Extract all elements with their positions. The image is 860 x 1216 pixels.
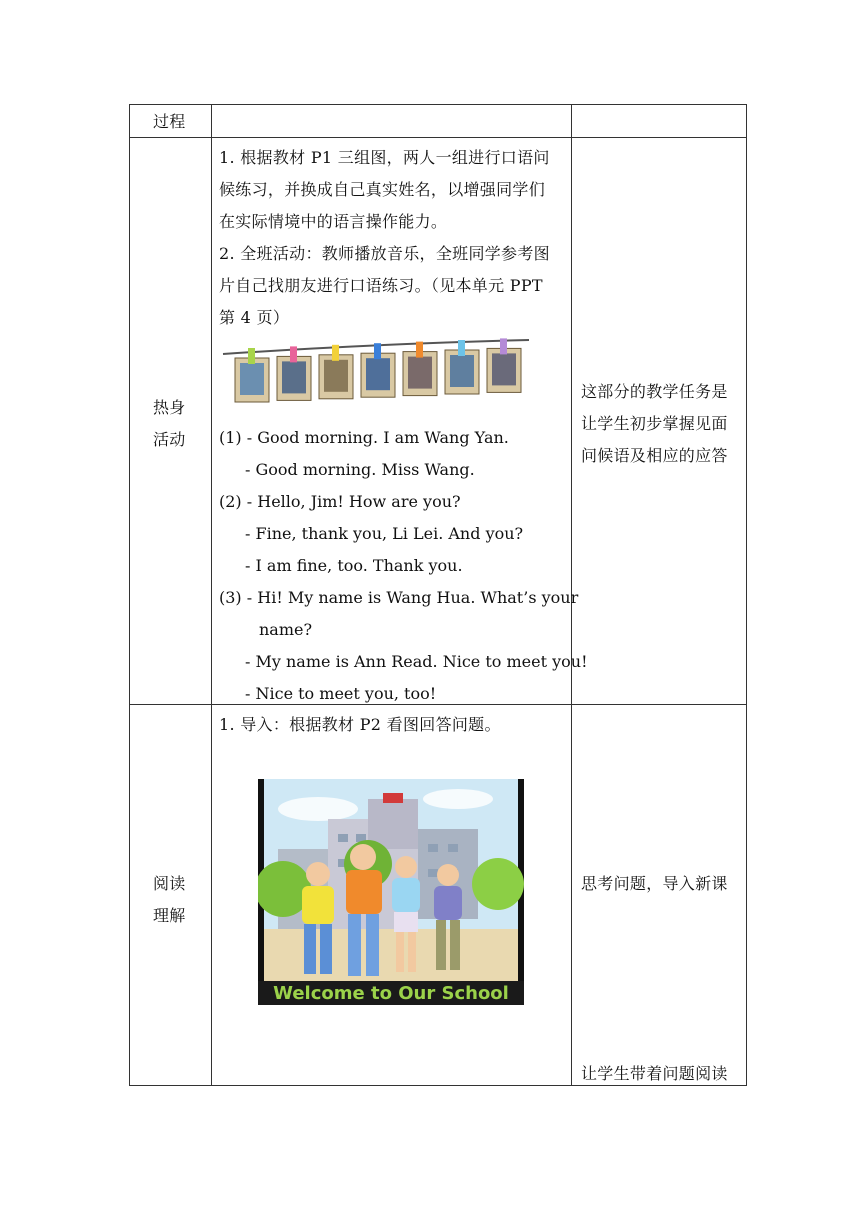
clothespin — [290, 346, 297, 362]
school-illustration-image — [258, 779, 524, 1005]
hanging-photos-image — [221, 338, 533, 404]
warmup-text-line: 1. 根据教材 P1 三组图，两人一组进行口语问 — [219, 148, 550, 167]
table-border-right — [746, 104, 747, 1086]
table-border-left — [129, 104, 130, 1086]
warmup-note-line: 问候语及相应的应答 — [581, 446, 728, 465]
photo-picture — [492, 353, 516, 385]
row-label-warmup-1: 热身 — [153, 398, 186, 417]
row-label-reading-1: 阅读 — [153, 874, 186, 893]
warmup-text-line: 候练习，并换成自己真实姓名，以增强同学们 — [219, 180, 546, 199]
warmup-text-line: 第 4 页） — [219, 308, 290, 327]
dialogue-line: - Fine, thank you, Li Lei. And you? — [245, 524, 524, 543]
clothespin — [458, 340, 465, 356]
warmup-text-line: 在实际情境中的语言操作能力。 — [219, 212, 448, 231]
dialogue-line: (1) - Good morning. I am Wang Yan. — [219, 428, 509, 447]
banner-text: Welcome to Our School — [273, 983, 509, 1004]
column-divider — [211, 104, 212, 1086]
row-divider — [129, 137, 747, 138]
table-border-top — [129, 104, 747, 105]
warmup-text-line: 2. 全班活动：教师播放音乐，全班同学参考图 — [219, 244, 550, 263]
clothespin — [416, 342, 423, 358]
photo-picture — [408, 357, 432, 389]
lesson-table — [129, 104, 747, 1086]
dialogue-line: - Nice to meet you, too! — [245, 684, 437, 703]
warmup-note-line: 让学生初步掌握见面 — [581, 414, 728, 433]
clothespin — [248, 348, 255, 364]
reading-note-1: 思考问题，导入新课 — [581, 874, 728, 893]
photo-picture — [324, 360, 348, 392]
photo-picture — [450, 355, 474, 387]
dialogue-line: (2) - Hello, Jim! How are you? — [219, 492, 461, 511]
dialogue-line: - Good morning. Miss Wang. — [245, 460, 475, 479]
clothespin — [500, 338, 507, 354]
row-label-warmup-2: 活动 — [153, 430, 186, 449]
reading-instruction: 1. 导入：根据教材 P2 看图回答问题。 — [219, 715, 501, 734]
dialogue-line: - I am fine, too. Thank you. — [245, 556, 463, 575]
dialogue-line: name? — [259, 620, 313, 639]
warmup-text-line: 片自己找朋友进行口语练习。（见本单元 PPT — [219, 276, 543, 295]
photo-picture — [240, 363, 264, 395]
dialogue-line: - My name is Ann Read. Nice to meet you! — [245, 652, 588, 671]
clothespin — [332, 345, 339, 361]
reading-note-2: 让学生带着问题阅读 — [581, 1064, 728, 1083]
photo-picture — [282, 361, 306, 393]
warmup-note-line: 这部分的教学任务是 — [581, 382, 728, 401]
row-divider — [129, 704, 747, 705]
row-label-reading-2: 理解 — [153, 906, 186, 925]
row-label-process: 过程 — [153, 112, 186, 131]
clothespin — [374, 343, 381, 359]
photo-picture — [366, 358, 390, 390]
dialogue-line: (3) - Hi! My name is Wang Hua. What’s your — [219, 588, 579, 607]
